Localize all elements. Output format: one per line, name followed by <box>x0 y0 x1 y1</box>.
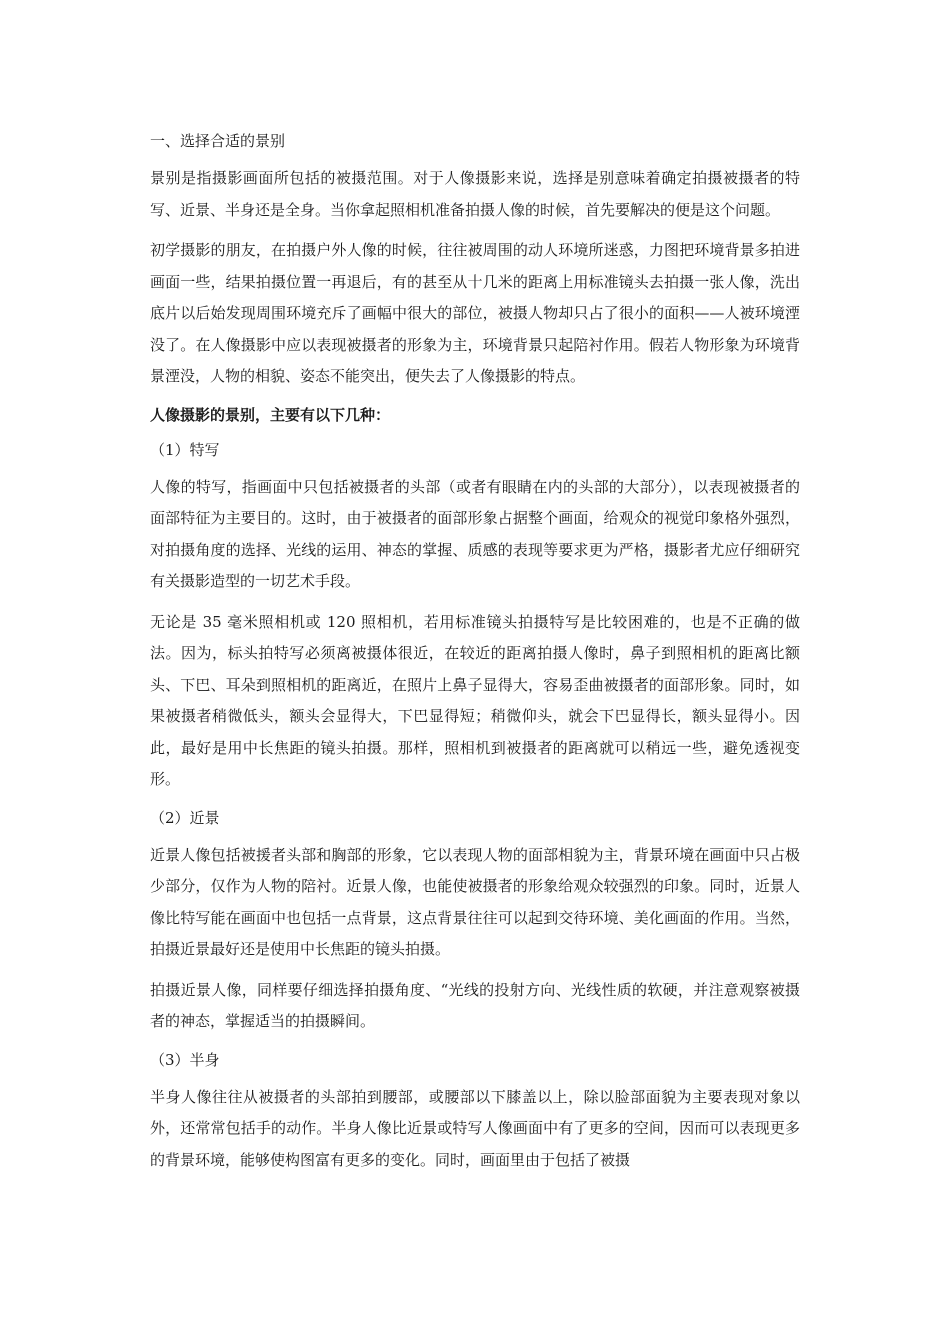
paragraph-beginners: 初学摄影的朋友，在拍摄户外人像的时候，往往被周围的动人环境所迷惑，力图把环境背景多拍进画面一些，结果拍摄位置一再退后，有的甚至从十几米的距离上用标准镜头去拍摄一张人像，洗出底片以后始发现周围环境充斥了画幅中很大的部位，被摄人物却只占了很小的面积——人被环境湮没了。在人像摄影中应以表现被摄者的形象为主，环境背景只起陪衬作用。假若人物形象为环境背景湮没，人物的相貌、姿态不能突出，便失去了人像摄影的特点。 <box>150 241 800 385</box>
bold-heading: 人像摄影的景别，主要有以下几种： <box>150 405 391 424</box>
document-page <box>150 128 800 1185</box>
paragraph-near: 近景人像包括被援者头部和胸部的形象，它以表现人物的面部相貌为主，背景环境在画面中只占极少部分，仅作为人物的陪衬。近景人像，也能使被摄者的形象给观众较强烈的印象。同时，近景人像比特写能在画面中也包括一点背景，这点背景往往可以起到交待环境、美化画面的作用。当然，拍摄近景最好还是使用中长焦距的镜头拍摄。 <box>150 845 800 958</box>
subheading-closeup: （1）特写 <box>150 440 220 459</box>
paragraph-closeup: 人像的特写，指画面中只包括被摄者的头部（或者有眼睛在内的头部的大部分），以表现被摄者的面部特征为主要目的。这时，由于被摄者的面部形象占据整个画面，给观众的视觉印象格外强烈，对拍摄角度的选择、光线的运用、神态的掌握、质感的表现等要求更为严格，摄影者尤应仔细研究有关摄影造型的一切艺术手段。 <box>150 477 800 590</box>
paragraph-near-angle: 拍摄近景人像，同样要仔细选择拍摄角度、“光线的投射方向、光线性质的软硬，并注意观察被摄者的神态，掌握适当的拍摄瞬间。 <box>150 980 800 1030</box>
section-title: 一、选择合适的景别 <box>150 132 286 150</box>
paragraph-lens: 无论是 35 毫米照相机或 120 照相机，若用标准镜头拍摄特写是比较困难的，也是不正确的做法。因为，标头拍特写必须离被摄体很近，在较近的距离拍摄人像时，鼻子到照相机的距离比额头、下巴、耳朵到照相机的距离近，在照片上鼻子显得大，容易歪曲被摄者的面部形象。同时，如果被摄者稍微低头，额头会显得大，下巴显得短；稍微仰头，就会下巴显得长，额头显得小。因此，最好是用中长焦距的镜头拍摄。那样，照相机到被摄者的距离就可以稍远一些，避免透视变形。 <box>150 612 800 788</box>
paragraph-half: 半身人像往往从被摄者的头部拍到腰部，或腰部以下膝盖以上，除以脸部面貌为主要表现对象以外，还常常包括手的动作。半身人像比近景或特写人像画面中有了更多的空间，因而可以表现更多的背景环境，能够使构图富有更多的变化。同时，画面里由于包括了被摄 <box>150 1087 800 1169</box>
subheading-half: （3）半身 <box>150 1050 220 1069</box>
subheading-near: （2）近景 <box>150 808 220 827</box>
paragraph-definition: 景别是指摄影画面所包括的被摄范围。对于人像摄影来说，选择是别意味着确定拍摄被摄者的特写、近景、半身还是全身。当你拿起照相机准备拍摄人像的时候，首先要解决的便是这个问题。 <box>150 169 800 219</box>
